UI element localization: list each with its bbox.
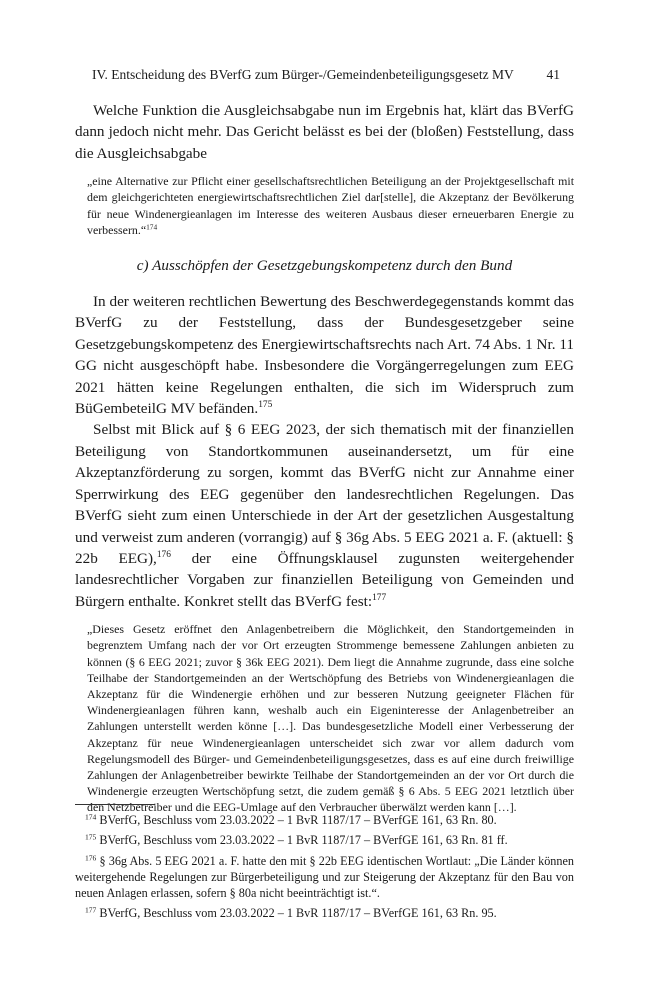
paragraph-text: Welche Funktion die Ausgleichsabgabe nun im Ergebnis hat, klärt das BVerfG dann jedoch nicht mehr. Das Gericht belässt es bei der (bloßen) Feststellung, dass die Ausgleichsabgabe bbox=[75, 102, 574, 162]
main-text bbox=[75, 100, 574, 816]
footnote-text: BVerfG, Beschluss vom 23.03.2022 – 1 BvR 1187/17 – BVerfGE 161, 63 Rn. 81 ff. bbox=[99, 833, 508, 848]
paragraph-ausgleichsabgabe bbox=[75, 100, 574, 164]
footnote-177 bbox=[75, 905, 574, 921]
footnote-text: § 36g Abs. 5 EEG 2021 a. F. hatte den mit § 22b EEG identischen Wortlaut: „Die Länder können weitergehende Regelungen zur Bürgerbeteiligung und zur Steigerung der Akzeptanz für den Bau von neuen Anlagen erlassen, sofern § 80a nicht beeinträchtigt ist.“. bbox=[75, 853, 575, 901]
paragraph-sperrwirkung bbox=[75, 419, 574, 612]
footnote-number: 174 bbox=[85, 812, 97, 822]
page-number: 41 bbox=[546, 67, 560, 82]
section-heading: c) Ausschöpfen der Gesetzgebungskompetenz durch den Bund bbox=[136, 257, 513, 275]
paragraph-gesetzgebungskompetenz bbox=[75, 291, 574, 419]
paragraph-text-part2: der eine Öffnungsklausel zugunsten weitergehender landesrechtlicher Vorgaben zur finanziellen Beteiligung von Gemeinden und Bürgern enthalte. Konkret stellt das BVerfG fest: bbox=[75, 549, 574, 610]
block-quote-ausgleichsabgabe bbox=[87, 173, 574, 238]
running-header bbox=[92, 66, 560, 84]
footnote-ref-176[interactable]: 176 bbox=[156, 550, 171, 561]
footnote-number: 176 bbox=[85, 852, 97, 862]
footnote-ref-177[interactable]: 177 bbox=[372, 592, 387, 603]
footnote-175 bbox=[75, 832, 574, 848]
footnote-text: BVerfG, Beschluss vom 23.03.2022 – 1 BvR 1187/17 – BVerfGE 161, 63 Rn. 95. bbox=[99, 906, 497, 921]
footnote-ref-175[interactable]: 175 bbox=[258, 400, 273, 411]
footnote-174 bbox=[75, 812, 574, 828]
quote-text: „Dieses Gesetz eröffnet den Anlagenbetreibern die Möglichkeit, den Standortgemeinden in begrenztem Umfang nach der vor Ort erzeugten Strommenge bemessene Zahlungen anbieten zu können (§ 6 EEG 2021; zuvor § 36k EEG 2021). Dem liegt die Annahme zugrunde, dass eine solche Teilhabe der Standortgemeinden an der Wertschöpfung des Betriebs von Windenergieanlagen die Akzeptanz für die Windenergie erhöhen und zur besseren Nutzung geeigneter Flächen für Windenergieanlagen führen kann, weshalb auch ein Eigeninteresse der Anlagenbetreiber an Zahlungen unterstellt werden könne […]. Das bundesgesetzliche Modell einer Verbesserung der Akzeptanz für neue Windenergieanlagen unterscheidet sich zwar vor allem dadurch vom Regelungsmodell des Bürger- und Gemeindenbeteiligungsgesetzes, dass es auf eine durch freiwillige Zahlungen der Anlagenbetreiber bewirkte Teilhabe der Standortgemeinden an der vor Ort durch die Windenergie erzeugten Wertschöpfung setzt, die zudem gemäß § 6 Abs. 5 EEG 2021 letztlich über den Netzbetreiber und die EEG-Umlage auf den Verbraucher überwälzt werden kann […]. bbox=[87, 622, 574, 815]
footnote-number: 175 bbox=[85, 832, 97, 842]
paragraph-text-part1: Selbst mit Blick auf § 6 EEG 2023, der sich thematisch mit der finanziellen Beteiligung von Standortkommunen auseinandersetzt, um für eine Akzeptanzförderung zu sorgen, kommt das BVerfG nicht zur Annahme einer Sperrwirkung des EEG gegenüber den landesrechtlichen Regelungen. Das BVerfG sieht zum einen Unterschiede in der Art der gesetzlichen Ausgestaltung und verweist zum anderen (vorrangig) auf § 36g Abs. 5 EEG 2021 a. F. (aktuell: § 22b EEG), bbox=[75, 421, 575, 567]
footnote-ref-174[interactable]: 174 bbox=[146, 222, 158, 232]
paragraph-text: In der weiteren rechtlichen Bewertung des Beschwerdegegenstands kommt das BVerfG zu der Feststellung, dass der Bundesgesetzgeber seine Gesetzgebungskompetenz des Energiewirtschaftsrechts nach Art. 74 Abs. 1 Nr. 11 GG nicht ausgeschöpft habe. Insbesondere die Vorgängerregelungen zum EEG 2021 hätten keine Regelungen enthalten, die sich im Widerspruch zum BüGembeteilG MV befänden. bbox=[75, 293, 574, 418]
footnote-number: 177 bbox=[85, 905, 97, 915]
running-title: IV. Entscheidung des BVerfG zum Bürger-/Gemeindenbeteiligungsgesetz MV bbox=[92, 67, 514, 82]
block-quote-bverfg bbox=[87, 621, 574, 815]
footnote-text: BVerfG, Beschluss vom 23.03.2022 – 1 BvR 1187/17 – BVerfGE 161, 63 Rn. 80. bbox=[99, 813, 497, 827]
footnotes bbox=[75, 812, 574, 926]
footnote-176 bbox=[75, 853, 574, 902]
footnote-separator bbox=[75, 804, 155, 805]
quote-text: „eine Alternative zur Pflicht einer gesellschaftsrechtlichen Beteiligung an der Projektgesellschaft mit dem gleichgerichteten energiewirtschaftsrechtlichen Ziel dar[stelle], die Akzeptanz der Bevölkerung für neue Windenergieanlagen im Interesse des weiteren Ausbaus dieser erneuerbaren Energie zu verbessern.“ bbox=[87, 174, 574, 237]
